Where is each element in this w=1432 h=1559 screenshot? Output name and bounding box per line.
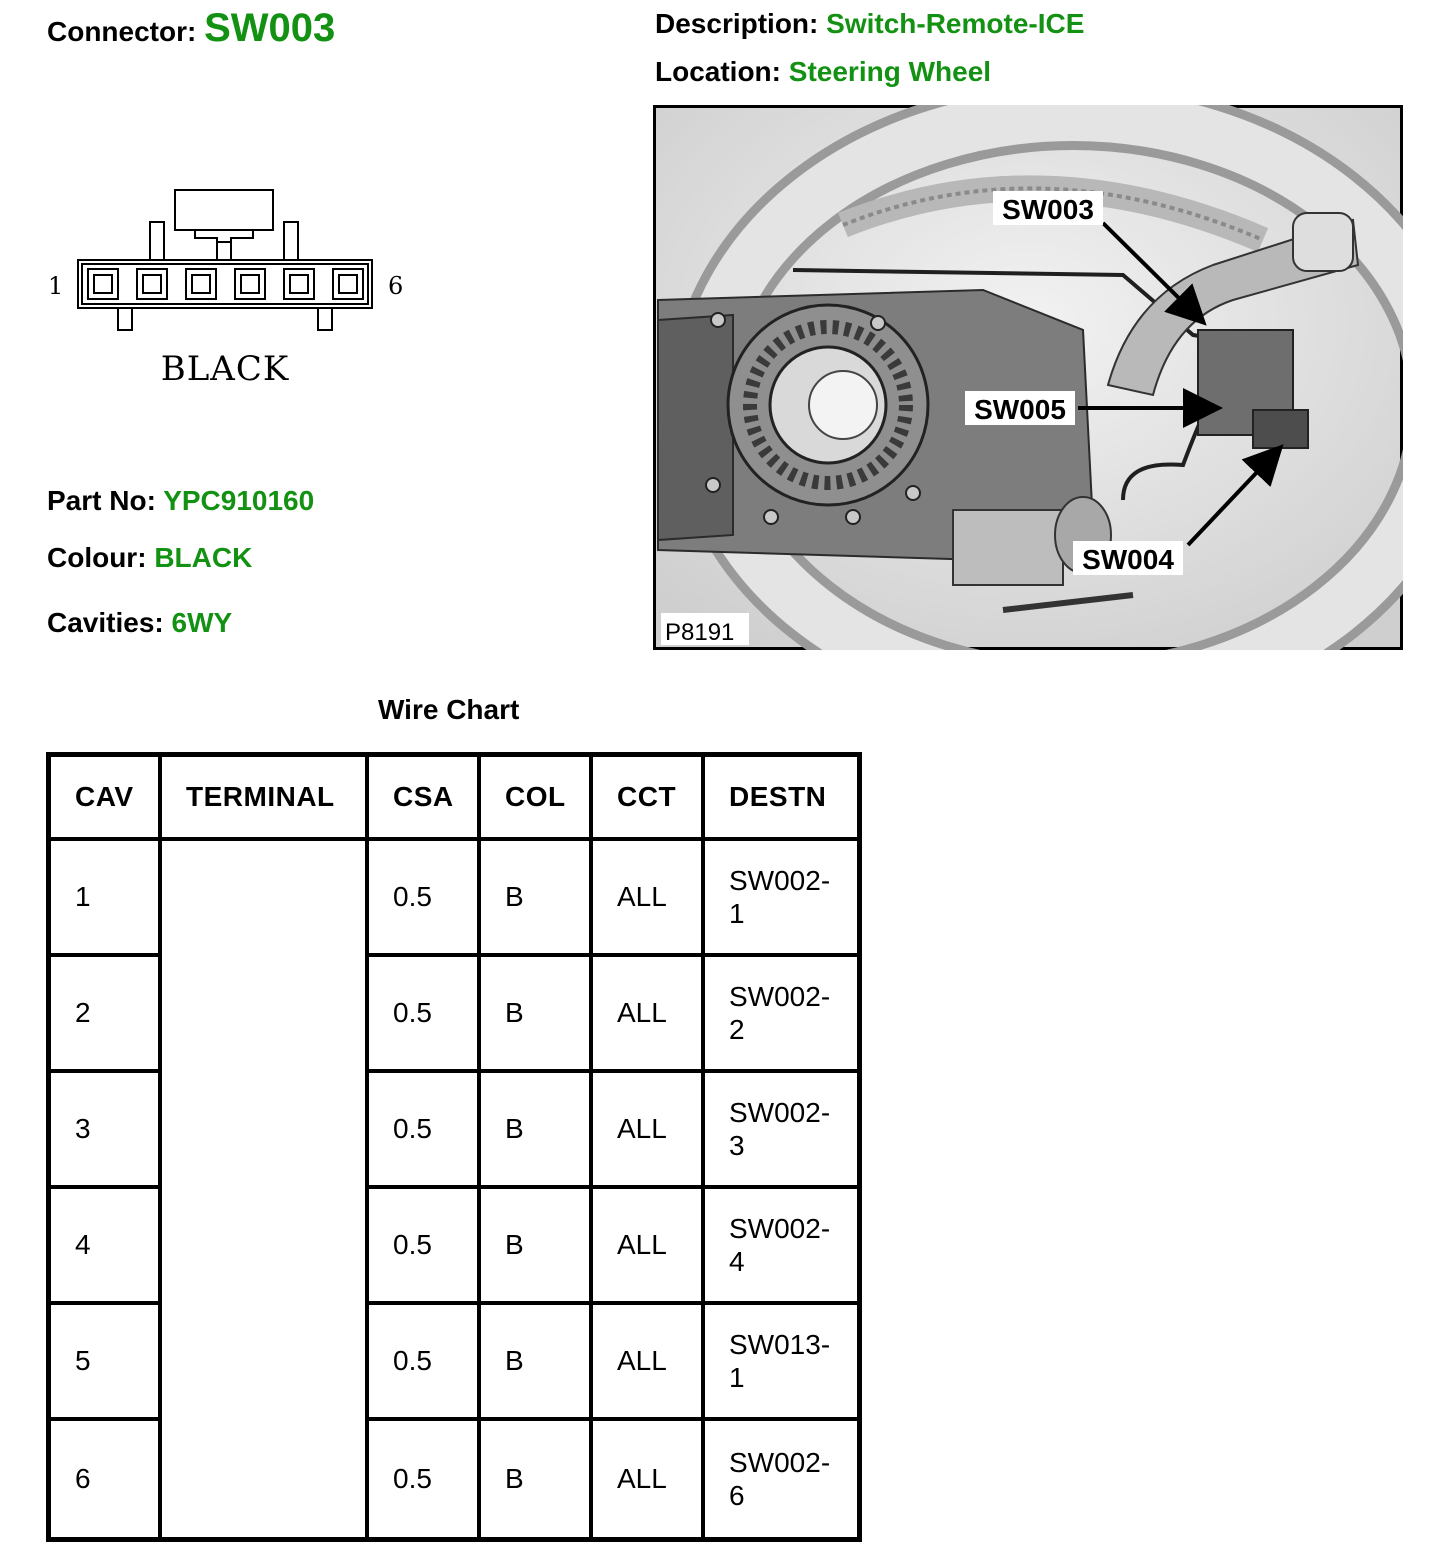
cell-destn: SW013- 1 xyxy=(705,1305,857,1421)
cavity-3 xyxy=(186,269,216,299)
colour-line xyxy=(47,542,252,574)
location-heading xyxy=(655,56,991,88)
cell-cav: 3 xyxy=(51,1073,162,1189)
header-terminal: TERMINAL xyxy=(162,757,369,841)
cell-col: B xyxy=(481,1073,593,1189)
cell-cct: ALL xyxy=(593,1073,705,1189)
header-csa: CSA xyxy=(369,757,481,841)
cavity-terminal-2 xyxy=(143,275,161,293)
description-heading xyxy=(655,8,1084,40)
description-value: Switch-Remote-ICE xyxy=(826,8,1085,39)
cavity-terminal-6 xyxy=(339,275,357,293)
location-figure xyxy=(653,105,1403,650)
wire-chart-table xyxy=(46,752,862,1542)
cell-destn: SW002- 1 xyxy=(705,841,857,957)
cell-cav: 4 xyxy=(51,1189,162,1305)
cell-cct: ALL xyxy=(593,1189,705,1305)
header-cav: CAV xyxy=(51,757,162,841)
location-label: Location: xyxy=(655,56,781,87)
cell-col: B xyxy=(481,1189,593,1305)
header-destn: DESTN xyxy=(705,757,857,841)
cell-terminal xyxy=(162,841,369,1537)
cell-cct: ALL xyxy=(593,1305,705,1421)
cavities-label: Cavities: xyxy=(47,607,164,638)
pin-last-label: 6 xyxy=(388,272,404,300)
cavity-terminal-3 xyxy=(192,275,210,293)
callout-sw005: SW005 xyxy=(974,394,1066,425)
callout-sw003: SW003 xyxy=(1002,194,1094,225)
cell-destn: SW002- 3 xyxy=(705,1073,857,1189)
part-number-line xyxy=(47,485,314,517)
cavity-terminal-4 xyxy=(241,275,259,293)
connector-value: SW003 xyxy=(204,6,336,50)
cavity-2 xyxy=(137,269,167,299)
figure-id: P8191 xyxy=(665,619,735,646)
part-value: YPC910160 xyxy=(163,485,315,516)
connector-label: Connector: xyxy=(47,16,197,47)
cell-cav: 5 xyxy=(51,1305,162,1421)
cell-cct: ALL xyxy=(593,841,705,957)
cell-cav: 6 xyxy=(51,1421,162,1537)
cell-cct: ALL xyxy=(593,957,705,1073)
cavities-value: 6WY xyxy=(171,607,233,638)
cell-col: B xyxy=(481,957,593,1073)
cell-csa: 0.5 xyxy=(369,1189,481,1305)
cavity-terminal-5 xyxy=(290,275,308,293)
pin-first-label: 1 xyxy=(48,272,64,300)
cell-csa: 0.5 xyxy=(369,957,481,1073)
cell-cct: ALL xyxy=(593,1421,705,1537)
cell-col: B xyxy=(481,1421,593,1537)
cell-csa: 0.5 xyxy=(369,1305,481,1421)
connector-colour-caption: BLACK xyxy=(160,349,290,389)
callout-sw004: SW004 xyxy=(1082,544,1174,575)
cavity-6 xyxy=(333,269,363,299)
connector-face-diagram xyxy=(40,180,420,400)
cavity-terminal-1 xyxy=(94,275,112,293)
cell-csa: 0.5 xyxy=(369,1073,481,1189)
location-value: Steering Wheel xyxy=(788,56,992,87)
cell-csa: 0.5 xyxy=(369,841,481,957)
table-row xyxy=(51,841,857,957)
cell-destn: SW002- 6 xyxy=(729,1447,831,1511)
header-cct: CCT xyxy=(593,757,705,841)
cell-col: B xyxy=(481,1305,593,1421)
wire-chart-title: Wire Chart xyxy=(378,694,520,725)
description-label: Description: xyxy=(655,8,819,39)
cell-cav: 2 xyxy=(51,957,162,1073)
cell-cav: 1 xyxy=(51,841,162,957)
cavity-4 xyxy=(235,269,265,299)
connector-heading xyxy=(47,6,335,51)
part-label: Part No: xyxy=(47,485,156,516)
header-col: COL xyxy=(481,757,593,841)
cell-destn: SW002- 2 xyxy=(705,957,857,1073)
cavities-line xyxy=(47,607,232,639)
cell-col: B xyxy=(481,841,593,957)
cell-destn: SW002- 4 xyxy=(705,1189,857,1305)
wire-chart-header-row xyxy=(51,757,857,841)
cavity-1 xyxy=(88,269,118,299)
cavity-5 xyxy=(284,269,314,299)
colour-value: BLACK xyxy=(154,542,253,573)
colour-label: Colour: xyxy=(47,542,147,573)
cell-csa: 0.5 xyxy=(369,1421,481,1537)
